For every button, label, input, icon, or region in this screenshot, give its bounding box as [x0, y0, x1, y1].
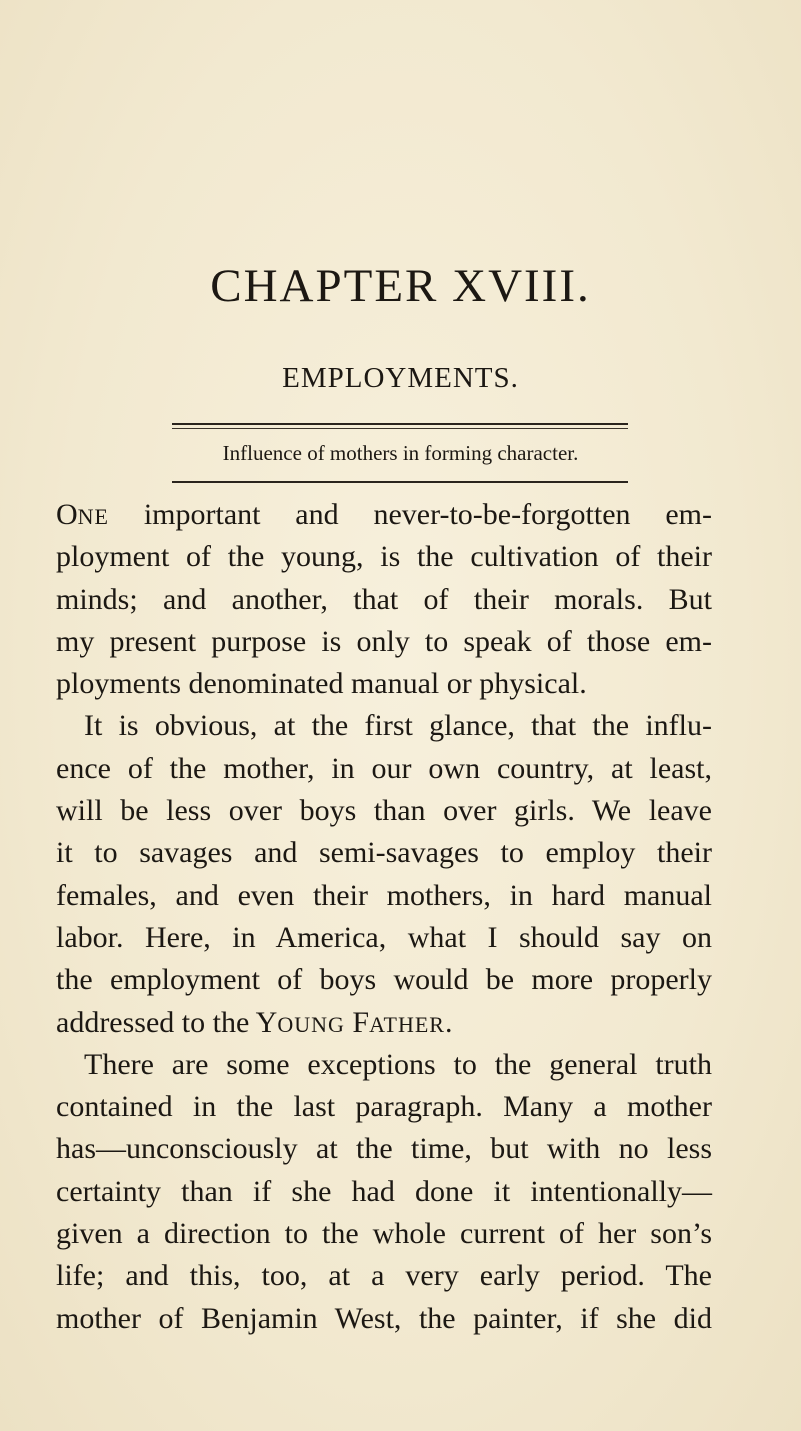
text-line: minds; and another, that of their morals. But	[56, 582, 712, 616]
top-rule	[172, 423, 628, 425]
smallcaps-rest: OUNG	[277, 1011, 345, 1037]
text-line: contained in the last paragraph. Many a mother	[56, 1090, 712, 1124]
text-line: has—unconsciously at the time, but with no less	[56, 1132, 712, 1166]
text-line: it to savages and semi-savages to employ their	[56, 836, 712, 870]
text-line: given a direction to the whole current of her son’s	[56, 1217, 712, 1251]
body-text	[56, 494, 712, 1340]
smallcaps-initial: Y	[255, 1005, 278, 1039]
text-line: will be less over boys than over girls. We leave	[56, 794, 712, 828]
chapter-subtitle: EMPLOYMENTS.	[282, 362, 519, 394]
smallcaps-initial: O	[56, 498, 78, 531]
line-end: .	[444, 1005, 453, 1039]
text-line: life; and this, too, at a very early period. The	[56, 1259, 712, 1293]
text-line	[56, 494, 712, 536]
chapter-title: CHAPTER XVIII.	[210, 260, 591, 312]
text-line: the employment of boys would be more properly	[56, 963, 712, 997]
text-line: It is obvious, at the first glance, that the influ-	[84, 709, 712, 743]
text-line: my present purpose is only to speak of those em-	[56, 624, 712, 658]
text-line: mother of Benjamin West, the painter, if she did	[56, 1301, 712, 1335]
chapter-summary: Influence of mothers in forming character.	[222, 441, 579, 465]
smallcaps-initial: F	[352, 1005, 370, 1039]
text-line: certainty than if she had done it intentionally—	[56, 1174, 712, 1208]
line-text: important and never-to-be-forgotten em-	[109, 498, 712, 531]
bottom-rule	[172, 481, 628, 483]
text-line: ployment of the young, is the cultivation of their	[56, 540, 712, 574]
text-line: ployments denominated manual or physical.	[56, 667, 587, 701]
text-line: females, and even their mothers, in hard manual	[56, 878, 712, 912]
text-line: ence of the mother, in our own country, at least,	[56, 751, 712, 785]
smallcaps-rest: NE	[77, 504, 109, 529]
text-line: There are some exceptions to the general truth	[84, 1047, 712, 1081]
top-rule-thin	[172, 428, 628, 429]
text-line	[56, 1002, 712, 1044]
line-text: addressed to the	[56, 1005, 256, 1039]
smallcaps-rest: ATHER	[369, 1011, 445, 1037]
text-line: labor. Here, in America, what I should say on	[56, 920, 712, 954]
